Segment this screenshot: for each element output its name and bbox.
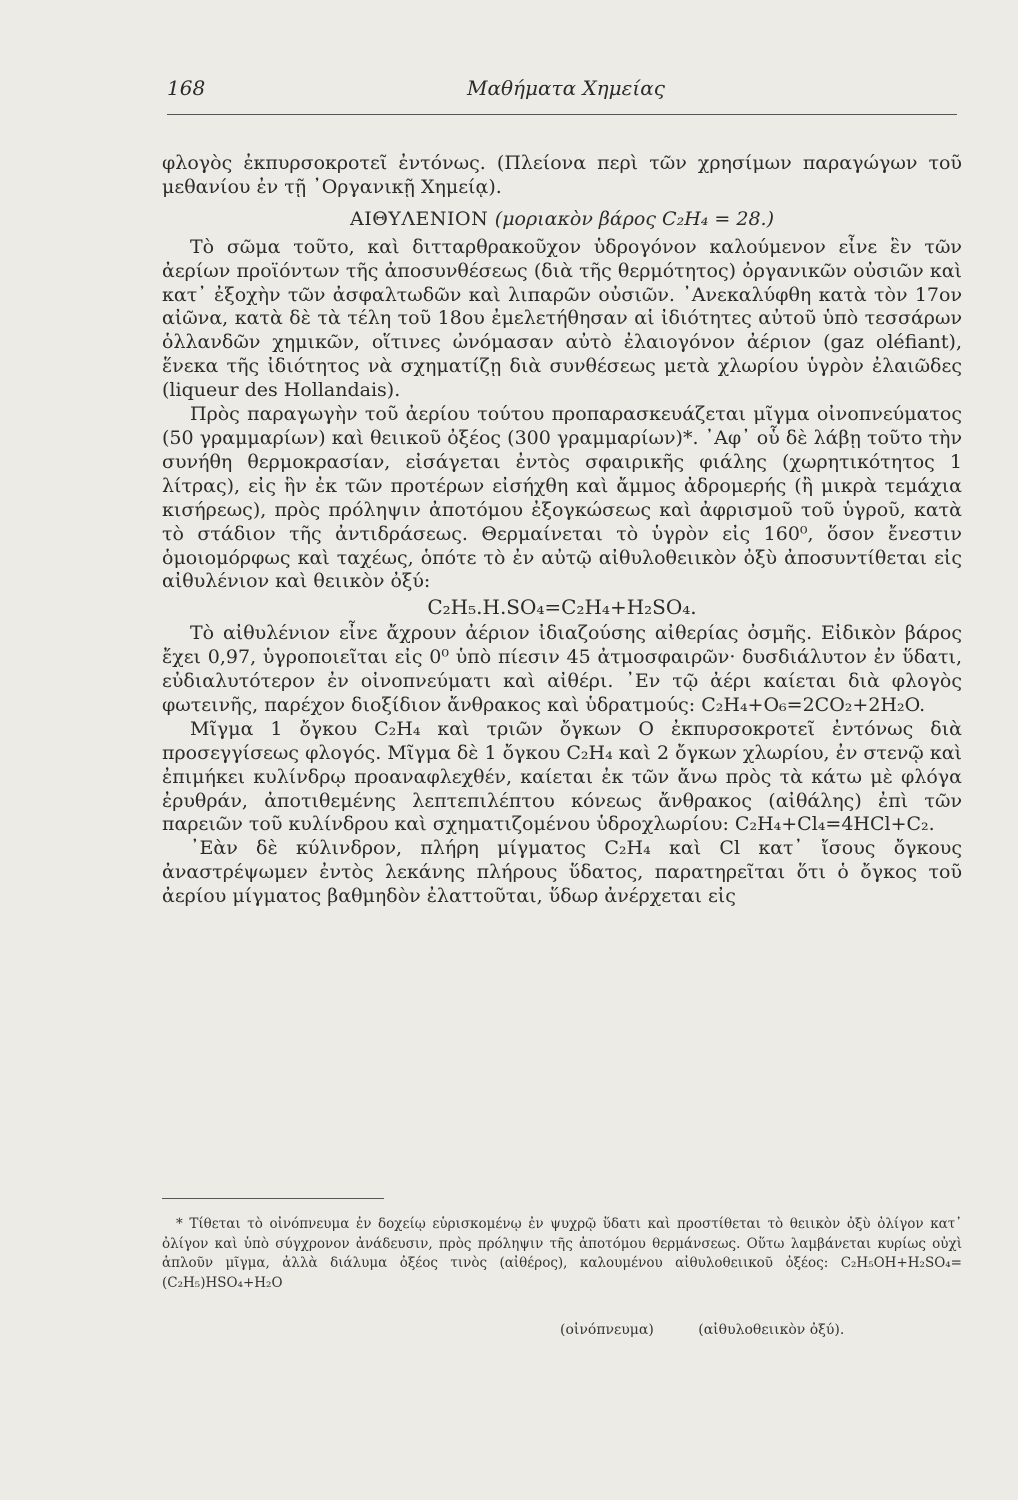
section-title-text: ΑΙΘΥΛΕΝΙΟΝ: [349, 207, 489, 230]
footnote: [162, 1215, 962, 1293]
section-title-note: (μοριακὸν βάρος C₂H₄ = 28.): [494, 207, 775, 230]
footnote-label-left: (οἰνόπνευμα): [560, 1322, 654, 1338]
page-number: 168: [167, 76, 206, 100]
body-text: [162, 152, 962, 909]
footnote-label-right: (αἰθυλοθειικὸν ὀξύ).: [698, 1322, 845, 1338]
paragraph-5: Μῖγμα 1 ὄγκου C₂H₄ καὶ τριῶν ὄγκων O ἐκπυρσοκροτεῖ ἐντόνως διὰ προσεγγίσεως φλογός. Μῖγμα δὲ 1 ὄγκου C₂H₄ καὶ 2 ὄγκων χλωρίου, ἐν στενῷ καὶ ἐπιμήκει κυλίνδρῳ προαναφλεχθέν, καίεται ἐκ τῶν ἄνω πρὸς τὰ κάτω μὲ φλόγα ἐρυθράν, ἀποτιθεμένης λεπτεπιλέπτου κόνεως ἄνθρακος (αἰθάλης) ἐπὶ τῶν παρειῶν τοῦ κυλίνδρου καὶ σχηματιζομένου ὑδροχλωρίου: C₂H₄+Cl₄=4HCl+C₂.: [162, 717, 962, 836]
paragraph-4: Τὸ αἰθυλένιον εἶνε ἄχρουν ἀέριον ἰδιαζούσης αἰθερίας ὀσμῆς. Εἰδικὸν βάρος ἔχει 0,97, ὑγροποιεῖται εἰς 0⁰ ὑπὸ πίεσιν 45 ἀτμοσφαιρῶν· δυσδιάλυτον ἐν ὕδατι, εὐδιαλυτότερον ἐν οἰνοπνεύματι καὶ αἰθέρι. ᾿Εν τῷ ἀέρι καίεται διὰ φλογὸς φωτεινῆς, παρέχον διοξίδιον ἄνθρακος καὶ ὑδρατμούς: C₂H₄+O₆=2CO₂+2H₂O.: [162, 622, 962, 716]
formula-1: C₂H₅.H.SO₄=C₂H₄+H₂SO₄.: [427, 595, 697, 620]
footnote-labels: [560, 1322, 960, 1338]
footnote-text: * Τίθεται τὸ οἰνόπνευμα ἐν δοχείῳ εὑρισκομένῳ ἐν ψυχρῷ ὕδατι καὶ προστίθεται τὸ θειικὸν ὀξὺ ὀλίγον κατ᾿ ὀλίγον καὶ ὑπὸ σύγχρονον ἀνάδευσιν, πρὸς πρόληψιν τῆς ἀποτόμου θερμάνσεως. Οὕτω λαμβάνεται κυρίως οὐχὶ ἁπλοῦν μῖγμα, ἀλλὰ διάλυμα ὀξέος τινὸς (αἰθέρος), καλουμένου αἰθυλοθειικοῦ ὀξέος: C₂H₅OH+H₂SO₄=(C₂H₅)HSO₄+H₂O: [162, 1216, 962, 1291]
section-title: [162, 208, 962, 232]
paragraph-2: Τὸ σῶμα τοῦτο, καὶ διτταρθρακοῦχον ὑδρογόνον καλούμενον εἶνε ἓν τῶν ἀερίων προϊόντων τῆς ἀποσυνθέσεως (διὰ τῆς θερμότητος) ὀργανικῶν οὐσιῶν καὶ κατ᾿ ἐξοχὴν τῶν ἀσφαλτωδῶν καὶ λιπαρῶν οὐσιῶν. ᾿Ανεκαλύφθη κατὰ τὸν 17ον αἰῶνα, κατὰ δὲ τὰ τέλη τοῦ 18ου ἐμελετήθησαν αἱ ἰδιότητες αὐτοῦ ὑπὸ τεσσάρων ὁλλανδῶν χημικῶν, οἵτινες ὠνόμασαν αὐτὸ ἐλαιογόνον ἀέριον (gaz oléfiant), ἕνεκα τῆς ἰδιότητος νὰ σχηματίζῃ διὰ συνθέσεως μετὰ χλωρίου ὑγρὸν ἐλαιῶδες (liqueur des Hollandais).: [162, 235, 962, 402]
paragraph-6: ᾿Εὰν δὲ κύλινδρον, πλήρη μίγματος C₂H₄ καὶ Cl κατ᾿ ἴσους ὄγκους ἀναστρέψωμεν ἐντὸς λεκάνης πλήρους ὕδατος, παρατηρεῖται ὅτι ὁ ὄγκος τοῦ ἀερίου μίγματος βαθμηδὸν ἐλαττοῦται, ὕδωρ ἀνέρχεται εἰς: [162, 837, 962, 908]
header-rule: [167, 114, 957, 115]
paragraph-1: φλογὸς ἐκπυρσοκροτεῖ ἐντόνως. (Πλείονα περὶ τῶν χρησίμων παραγώγων τοῦ μεθανίου ἐν τῇ ᾿Οργανικῇ Χημείᾳ).: [162, 152, 962, 198]
footnote-rule: [162, 1198, 384, 1199]
running-title: Μαθήματα Χημείας: [467, 76, 665, 100]
page-header: [167, 76, 957, 106]
paragraph-3: Πρὸς παραγωγὴν τοῦ ἀερίου τούτου προπαρασκευάζεται μῖγμα οἰνοπνεύματος (50 γραμμαρίων) καὶ θειικοῦ ὀξέος (300 γραμμαρίων)*. ᾿Αφ᾿ οὗ δὲ λάβῃ τοῦτο τὴν συνήθη θερμοκρασίαν, εἰσάγεται ἐντὸς σφαιρικῆς φιάλης (χωρητικότητος 1 λίτρας), εἰς ἣν ἐκ τῶν προτέρων εἰσήχθη καὶ ἄμμος ἀδρομερής (ἢ μικρὰ τεμάχια κισήρεως), πρὸς πρόληψιν ἀποτόμου ἐξογκώσεως καὶ ἀφρισμοῦ τοῦ ὑγροῦ, κατὰ τὸ στάδιον τῆς ἀντιδράσεως. Θερμαίνεται τὸ ὑγρὸν εἰς 160⁰, ὅσον ἔνεστιν ὁμοιομόρφως καὶ ταχέως, ὁπότε τὸ ἐν αὐτῷ αἰθυλοθειικὸν ὀξὺ ἀποσυντίθεται εἰς αἰθυλένιον καὶ θειικὸν ὀξύ:: [162, 403, 962, 593]
